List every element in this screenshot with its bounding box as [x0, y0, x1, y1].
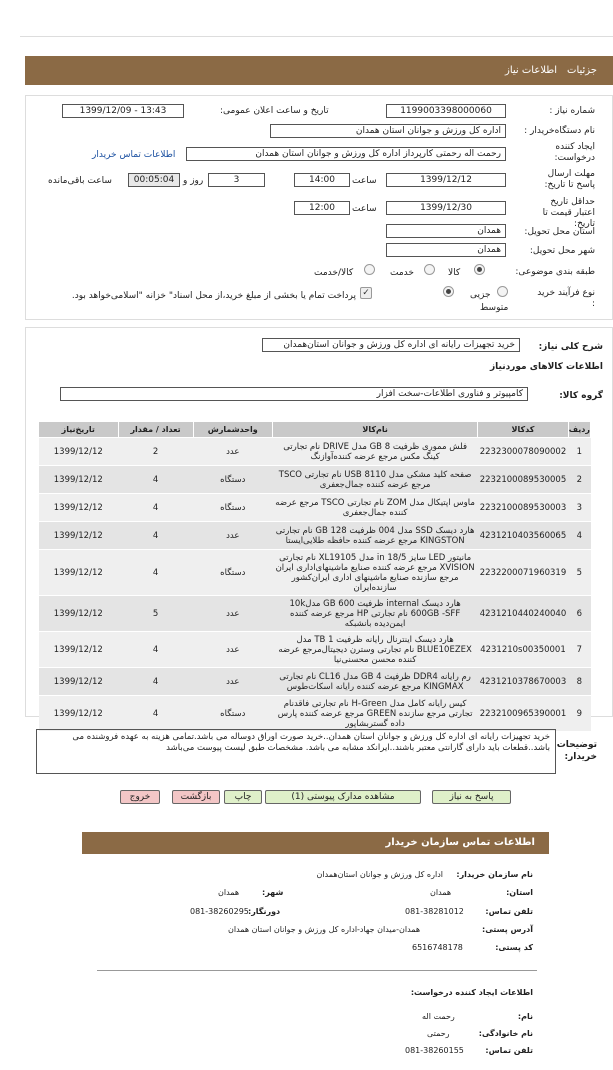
province-field[interactable]: همدان [386, 224, 506, 238]
purchase-medium-radio[interactable] [443, 286, 454, 297]
contact-postal-label: کد پستی: [495, 943, 533, 952]
category-goods-radio[interactable] [474, 264, 485, 275]
row-unit: عدد [193, 668, 272, 696]
goods-info-title: اطلاعات کالاهای موردنیاز [489, 362, 603, 372]
row-number: 2 [568, 466, 590, 494]
contact-postal-value: 6516748178 [412, 943, 463, 952]
city-field[interactable]: همدان [386, 243, 506, 257]
header-title[interactable]: جزئیات [567, 65, 597, 76]
contact-phone-value: 081-38281012 [405, 907, 464, 916]
validity-label: حداقل تاریخ اعتبار قیمت تا تاریخ: [542, 197, 595, 229]
row-date: 1399/12/12 [39, 668, 119, 696]
table-row[interactable] [39, 696, 591, 732]
description-label: شرح کلی نیاز: [538, 342, 603, 352]
table-row[interactable] [39, 596, 591, 632]
table-row[interactable] [39, 632, 591, 668]
row-qty: 4 [118, 668, 193, 696]
creator-field[interactable]: رحمت اله رحمتی کارپرداز اداره کل ورزش و جوانان استان همدان [186, 147, 506, 161]
row-name: رم رایانه DDR4 ظرفیت GB 4 مدل CL16 نام تجارتی KINGMAX مرجع عرضه کننده رایانه اسکات‌طوس [273, 668, 478, 696]
validity-time-label: ساعت [352, 204, 377, 214]
row-number: 9 [568, 696, 590, 732]
description-field[interactable]: خرید تجهیزات رایانه ای اداره کل ورزش و جوانان استان‌همدان [262, 338, 520, 352]
row-qty: 4 [118, 494, 193, 522]
table-header-row [39, 422, 591, 438]
creator-label: ایجاد کننده درخواست: [554, 142, 595, 163]
category-goods-label: کالا [448, 268, 461, 278]
buyer-contact-link[interactable]: اطلاعات تماس خریدار [92, 150, 176, 160]
city-label: شهر محل تحویل: [529, 246, 595, 256]
col-unit: واحدشمارش [193, 422, 272, 438]
purchase-partial-radio[interactable] [497, 286, 508, 297]
row-date: 1399/12/12 [39, 466, 119, 494]
contact-fax-value: 081-38260295 [190, 907, 249, 916]
contact-address-label: آدرس پستی: [482, 925, 533, 934]
creator-phone-label: تلفن تماس: [485, 1046, 533, 1055]
row-date: 1399/12/12 [39, 550, 119, 596]
reply-time-label: ساعت [352, 176, 377, 186]
row-unit: عدد [193, 632, 272, 668]
row-qty: 4 [118, 550, 193, 596]
category-both-label: کالا/خدمت [314, 268, 354, 278]
row-code: 4231210403560065 [478, 522, 569, 550]
goods-group-field[interactable]: کامپیوتر و فناوری اطلاعات-سخت افزار [60, 387, 528, 401]
row-qty: 2 [118, 438, 193, 466]
need-number-field[interactable]: 1199003398000060 [386, 104, 506, 118]
row-code: 4231210440240040 [478, 596, 569, 632]
creator-family-value: رحمتی [427, 1029, 450, 1038]
row-date: 1399/12/12 [39, 632, 119, 668]
need-number-label: شماره نیاز : [549, 106, 595, 116]
contact-address-value: همدان-میدان جهاد-اداره کل ورزش و جوانان استان همدان [228, 925, 421, 934]
row-unit: دستگاه [193, 466, 272, 494]
announce-label: تاریخ و ساعت اعلان عمومی: [220, 106, 329, 116]
contact-org-value: اداره کل ورزش و جوانان استان‌همدان [316, 870, 443, 879]
category-service-radio[interactable] [424, 264, 435, 275]
row-code: 2232100089530005 [478, 466, 569, 494]
row-number: 3 [568, 494, 590, 522]
row-date: 1399/12/12 [39, 596, 119, 632]
category-both-radio[interactable] [364, 264, 375, 275]
row-number: 6 [568, 596, 590, 632]
row-code: 2232200071960319 [478, 550, 569, 596]
row-code: 2232100965390001 [478, 696, 569, 732]
reply-date-field[interactable]: 1399/12/12 [386, 173, 506, 187]
row-number: 7 [568, 632, 590, 668]
row-number: 4 [568, 522, 590, 550]
contact-fax-label: دورنگار: [248, 907, 281, 916]
table-row[interactable] [39, 668, 591, 696]
goods-table [38, 421, 591, 732]
contact-divider [97, 970, 537, 971]
row-qty: 4 [118, 696, 193, 732]
row-date: 1399/12/12 [39, 522, 119, 550]
table-row[interactable] [39, 522, 591, 550]
top-divider [20, 36, 613, 37]
row-name: کیس رایانه کامل مدل H-Green نام تجارتی فاقدنام تجارتی مرجع سازنده GREEN مرجع عرضه کننده پارس داده گستر‌بشاپور [273, 696, 478, 732]
col-row: ردیف [568, 422, 590, 438]
exit-button[interactable]: خروج [120, 790, 160, 804]
contact-province-value: همدان [430, 888, 452, 897]
row-name: فلش مموری ظرفیت 8 GB مدل DRIVE نام تجارتی کینگ مکس مرجع عرضه کننده‌آوازنگ [273, 438, 478, 466]
contact-province-label: استان: [506, 888, 533, 897]
row-qty: 5 [118, 596, 193, 632]
validity-time-field[interactable]: 12:00 [294, 201, 350, 215]
row-number: 5 [568, 550, 590, 596]
contact-city-label: شهر: [262, 888, 284, 897]
row-code: 2232100089530003 [478, 494, 569, 522]
goods-group-label: گروه کالا: [559, 391, 603, 401]
row-unit: عدد [193, 438, 272, 466]
category-label: طبقه بندی موضوعی: [515, 267, 595, 277]
row-unit: دستگاه [193, 550, 272, 596]
row-date: 1399/12/12 [39, 438, 119, 466]
payment-checkbox[interactable]: ✓ [360, 287, 372, 299]
creator-name-label: نام: [517, 1012, 533, 1021]
row-name: هارد دیسک internal ظرفیت GB 600 مدل10k 600GB -SFF نام تجارتی HP مرجع عرضه کننده ایمن‌دیده بانشبکه [273, 596, 478, 632]
reply-time-field[interactable]: 14:00 [294, 173, 350, 187]
buyer-org-field[interactable]: اداره کل ورزش و جوانان استان همدان [270, 124, 506, 138]
reply-button[interactable]: پاسخ به نیاز [432, 790, 511, 804]
remaining-time-field: 00:05:04 [128, 173, 180, 187]
row-number: 1 [568, 438, 590, 466]
row-code: 4231210s00350001 [478, 632, 569, 668]
attachments-button[interactable]: مشاهده مدارک پیوستی (1) [265, 790, 421, 804]
announce-field[interactable]: 1399/12/09 - 13:43 [62, 104, 184, 118]
row-code: 4231210378670003 [478, 668, 569, 696]
row-name: هارد دیسک اینترنال رایانه ظرفیت TB 1 مدل BLUE10EZEX نام تجارتی وسترن دیجیتال‌مرجع عرضه کننده محسن محسنی‌نیا [273, 632, 478, 668]
page-header [25, 56, 613, 85]
print-button[interactable]: چاپ [224, 790, 262, 804]
buyer-org-label: نام دستگاه‌خریدار : [524, 126, 595, 136]
purchase-medium-label: متوسط [480, 303, 509, 313]
back-button[interactable]: بازگشت [172, 790, 220, 804]
row-qty: 4 [118, 632, 193, 668]
header-subtitle[interactable]: اطلاعات نیاز [505, 65, 558, 76]
row-number: 8 [568, 668, 590, 696]
row-qty: 4 [118, 466, 193, 494]
row-name: صفحه کلید مشکی مدل USB 8110 نام تجارتی TSCO مرجع عرضه کننده جمال‌جعفری [273, 466, 478, 494]
buyer-notes-label: توضیحات خریدار: [556, 740, 597, 762]
row-qty: 4 [118, 522, 193, 550]
row-name: ماوس اپتیکال مدل ZOM نام تجارتی TSCO مرجع عرضه کننده جمال‌جعفری [273, 494, 478, 522]
buyer-notes-field[interactable]: خرید تجهیزات رایانه ای اداره کل ورزش و جوانان استان همدان..خرید صورت اوراق دوساله می باشد.تمامی هزینه به عهده فروشنده می باشد..قطعات باید دارای گارانتی معتبر باشند..ایرانکد مشابه می باشد. مشخصات طبق لیست پیوست می‌باشد [36, 729, 556, 774]
contact-phone-label: تلفن تماس: [485, 907, 533, 916]
row-date: 1399/12/12 [39, 696, 119, 732]
contact-city-value: همدان [218, 888, 240, 897]
remaining-label: ساعت باقی‌مانده [48, 176, 112, 186]
col-qty: تعداد / مقدار [118, 422, 193, 438]
row-unit: دستگاه [193, 696, 272, 732]
table-row[interactable] [39, 494, 591, 522]
creator-family-label: نام خانوادگی: [478, 1029, 533, 1038]
table-row[interactable] [39, 550, 591, 596]
purchase-type-label: نوع فرآیند خرید : [537, 288, 595, 309]
col-code: کدکالا [478, 422, 569, 438]
creator-info-title: اطلاعات ایجاد کننده درخواست: [410, 988, 533, 997]
table-row[interactable] [39, 466, 591, 494]
days-label: روز و [183, 176, 204, 186]
creator-name-value: رحمت اله [422, 1012, 455, 1021]
row-unit: دستگاه [193, 494, 272, 522]
row-unit: عدد [193, 596, 272, 632]
contact-org-label: نام سازمان خریدار: [456, 870, 533, 879]
category-service-label: خدمت [390, 268, 414, 278]
province-label: استان محل تحویل: [524, 227, 595, 237]
row-code: 2232300078090002 [478, 438, 569, 466]
validity-date-field[interactable]: 1399/12/30 [386, 201, 506, 215]
reply-deadline-label: مهلت ارسال پاسخ تا تاریخ: [544, 169, 595, 190]
row-unit: عدد [193, 522, 272, 550]
table-row[interactable] [39, 438, 591, 466]
contact-header: اطلاعات تماس سازمان خریدار [82, 832, 549, 854]
purchase-partial-label: جزیی [470, 290, 491, 300]
payment-note: پرداخت تمام یا بخشی از مبلغ خرید،از محل اسناد" خزانه "اسلامی‌خواهد بود. [71, 291, 356, 301]
days-field[interactable]: 3 [208, 173, 265, 187]
row-name: هارد دیسک SSD مدل 004 ظرفیت GB 128 نام تجارتی KINGSTON مرجع عرضه کننده حافظه طلایی‌ایستا [273, 522, 478, 550]
col-date: تاریخ‌نیاز [39, 422, 119, 438]
col-name: نام‌کالا [273, 422, 478, 438]
row-name: مانیتور LED سایز 18/5 in مدل XL19105 نام تجارتی XVISION مرجع عرضه کننده صنایع ماشینهای‌اداری ایران مرجع سازنده صنایع ماشینهای اداری ایران‌کشور سازنده‌ایران [273, 550, 478, 596]
row-date: 1399/12/12 [39, 494, 119, 522]
creator-phone-value: 081-38260155 [405, 1046, 464, 1055]
